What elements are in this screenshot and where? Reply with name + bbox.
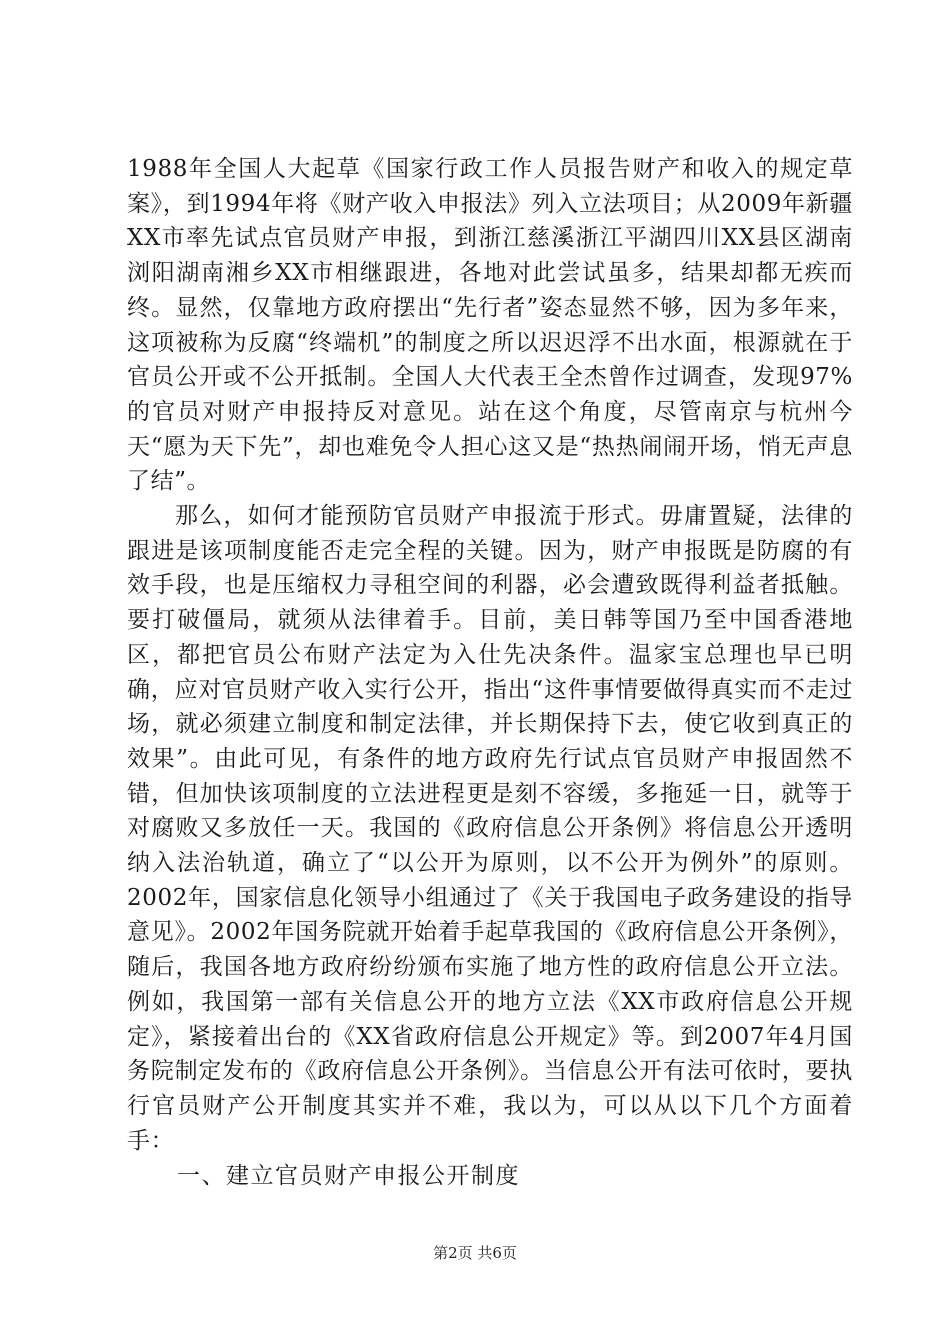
paragraph-1: 1988年全国人大起草《国家行政工作人员报告财产和收入的规定草案》，到1994年将《财产收入申报法》列入立法项目；从2009年新疆XX市率先试点官员财产申报，到浙江慈溪浙江平湖四川XX县区湖南浏阳湖南湘乡XX市相继跟进，各地对此尝试虽多，结果却都无疾而终。显然，仅靠地方政府摆出“先行者”姿态显然不够，因为多年来，这项被称为反腐“终端机”的制度之所以迟迟浮不出水面，根源就在于官员公开或不公开抵制。全国人大代表王全杰曾作过调查，发现97%的官员对财产申报持反对意见。站在这个角度，尽管南京与杭州今天“愿为天下先”，却也难免令人担心这又是“热热闹闹开场，悄无声息了结”。 — [127, 156, 853, 495]
body-text — [127, 152, 853, 1158]
section-heading: 一、建立官员财产申报公开制度 — [177, 1163, 520, 1189]
page-footer: 第2页 共6页 — [433, 1244, 517, 1262]
paragraph-2: 那么，如何才能预防官员财产申报流于形式。毋庸置疑，法律的跟进是该项制度能否走完全程的关键。因为，财产申报既是防腐的有效手段，也是压缩权力寻租空间的利器，必会遭致既得利益者抵触。要打破僵局，就须从法律着手。目前，美日韩等国乃至中国香港地区，都把官员公布财产法定为入仕先决条件。温家宝总理也早已明确，应对官员财产收入实行公开，指出“这件事情要做得真实而不走过场，就必须建立制度和制定法律，并长期保持下去，使它收到真正的效果”。由此可见，有条件的地方政府先行试点官员财产申报固然不错，但加快该项制度的立法进程更是刻不容缓，多拖延一日，就等于对腐败又多放任一天。我国的《政府信息公开条例》将信息公开透明纳入法治轨道，确立了“以公开为原则，以不公开为例外”的原则。2002年，国家信息化领导小组通过了《关于我国电子政务建设的指导意见》。2002年国务院就开始着手起草我国的《政府信息公开条例》，随后，我国各地方政府纷纷颁布实施了地方性的政府信息公开立法。例如，我国第一部有关信息公开的地方立法《XX市政府信息公开规定》，紧接着出台的《XX省政府信息公开规定》等。到2007年4月国务院制定发布的《政府信息公开条例》。当信息公开有法可依时，要执行官员财产公开制度其实并不难，我以为，可以从以下几个方面着手： — [127, 503, 853, 1154]
